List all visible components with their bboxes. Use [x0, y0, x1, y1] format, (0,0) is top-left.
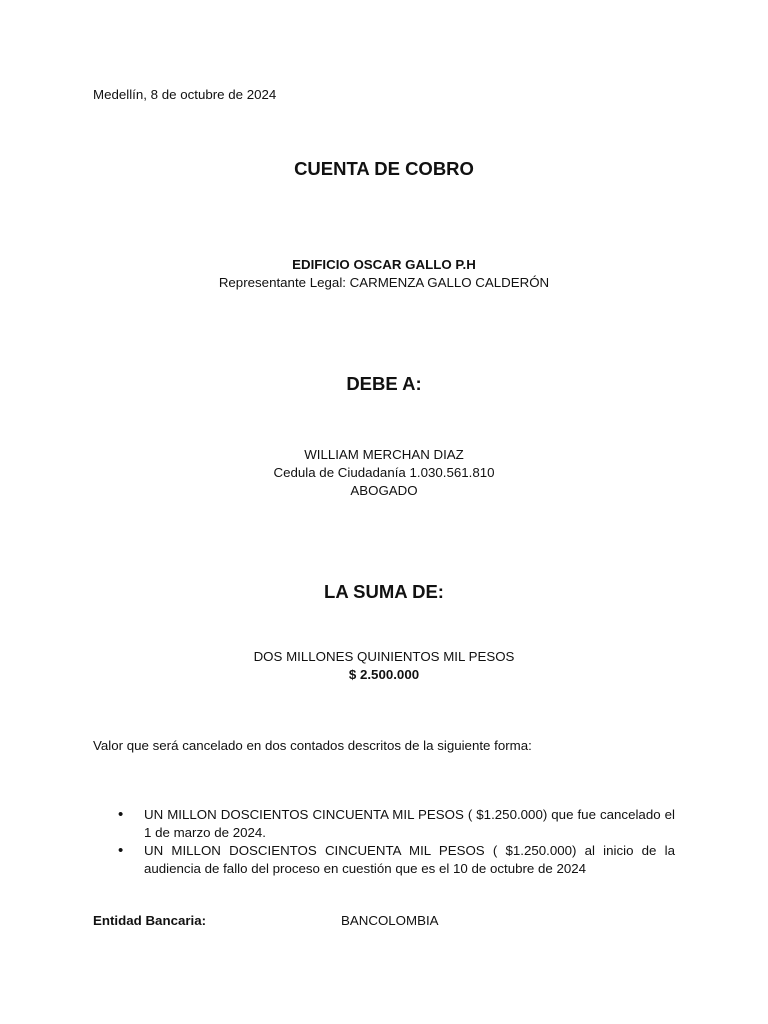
document-title: CUENTA DE COBRO [294, 158, 474, 179]
creditor-profession: ABOGADO [350, 483, 418, 498]
bullet-icon: • [118, 806, 124, 823]
bullet-icon: • [118, 842, 124, 859]
bank-value: BANCOLOMBIA [341, 913, 439, 928]
debtor-name: EDIFICIO OSCAR GALLO P.H [292, 257, 476, 272]
payment-text: UN MILLON DOSCIENTOS CINCUENTA MIL PESOS ( $1.250.000) que fue cancelado el 1 de marzo de 2024. [144, 807, 675, 840]
payment-list [93, 806, 675, 878]
creditor-id: Cedula de Ciudadanía 1.030.561.810 [273, 465, 495, 480]
amount-words: DOS MILLONES QUINIENTOS MIL PESOS [253, 649, 515, 664]
sum-heading: LA SUMA DE: [324, 581, 444, 602]
payment-text: UN MILLON DOSCIENTOS CINCUENTA MIL PESOS ( $1.250.000) al inicio de la audiencia de fallo del proceso en cuestión que es el 10 de octubre de 2024 [144, 843, 675, 876]
bank-label: Entidad Bancaria: [93, 913, 207, 928]
list-item [93, 842, 675, 878]
debtor-representative: Representante Legal: CARMENZA GALLO CALDERÓN [218, 275, 550, 290]
owes-heading: DEBE A: [346, 373, 422, 394]
list-item [93, 806, 675, 842]
payment-intro: Valor que será cancelado en dos contados descritos de la siguiente forma: [93, 738, 532, 753]
place-date: Medellín, 8 de octubre de 2024 [93, 87, 277, 102]
creditor-name: WILLIAM MERCHAN DIAZ [304, 447, 464, 462]
amount-number: $ 2.500.000 [348, 667, 420, 682]
